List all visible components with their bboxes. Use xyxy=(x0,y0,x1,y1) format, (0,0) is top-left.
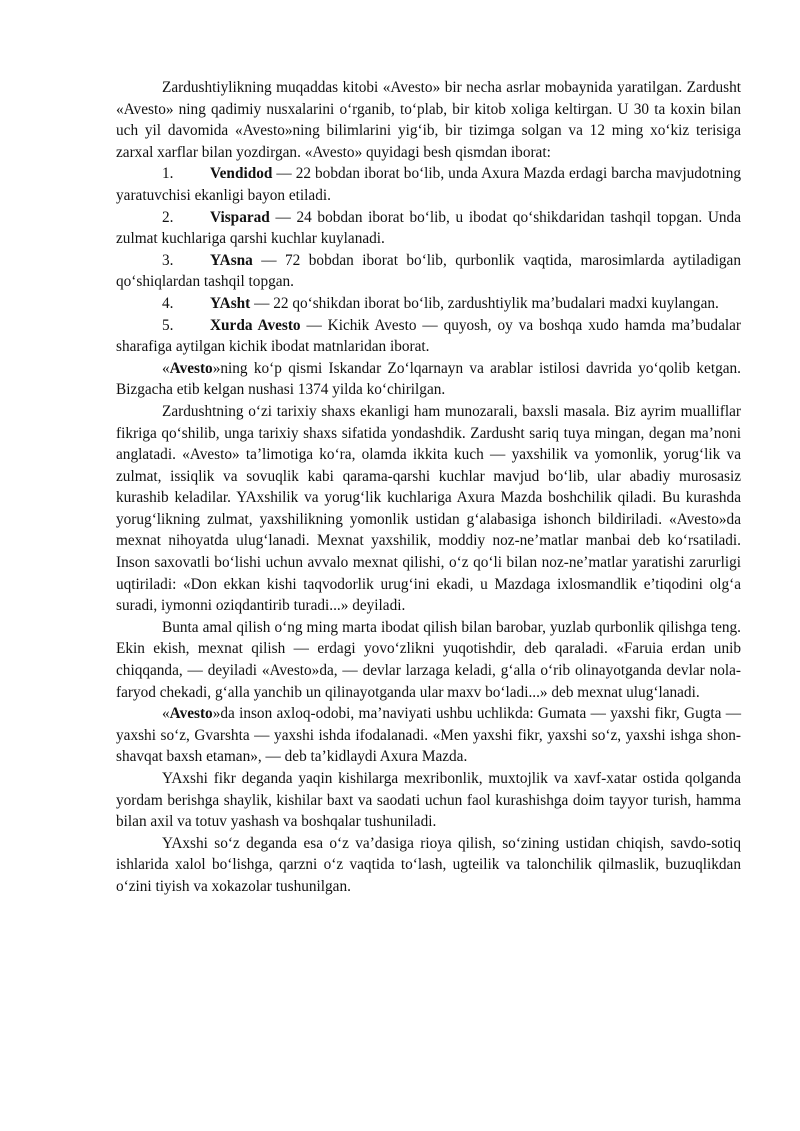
ethics-paragraph xyxy=(116,703,741,768)
list-item-text: — 72 bobdan iborat bo‘lib, qurbonlik vaqtida, marosimlarda aytiladigan qo‘shiqlardan tashqil topgan. xyxy=(116,251,741,291)
avesto-lost-paragraph xyxy=(116,358,741,401)
list-item-text: — Kichik Avesto — quyosh, oy va boshqa xudo hamda ma’budalar sharafiga aytilgan kichik ibodat matnlaridan iborat. xyxy=(116,316,741,356)
open-quote: « xyxy=(162,359,170,377)
good-word-paragraph: YAxshi so‘z deganda esa o‘z va’dasiga rioya qilish, so‘zining ustidan chiqish, savdo-sotiq ishlarida xalol bo‘lishga, qarzni o‘z vaqtida to‘lash, ugteilik va talonchilik qilmaslik, buzuqlikdan o‘zini tiyish va xokazolar tushunilgan. xyxy=(116,834,741,895)
paragraph-text: »da inson axloq-odobi, ma’naviyati ushbu uchlikda: Gumata — yaxshi fikr, Gugta — yaxshi so‘z, Gvarshta — yaxshi ishda ifodalanadi. «Men yaxshi fikr, yaxshi so‘z, yaxshi ishga shon-shavqat baxsh etaman», — deb ta’kidlaydi Axura Mazda. xyxy=(116,705,741,766)
list-number: 4. xyxy=(162,294,174,312)
list-number: 3. xyxy=(162,251,174,269)
list-item-title: YAsht xyxy=(210,294,251,312)
list-item-title: YAsna xyxy=(210,251,253,269)
history-paragraph: Zardushtning o‘zi tarixiy shaxs ekanligi ham munozarali, baxsli masala. Biz ayrim mualliflar fikriga qo‘shilib, unga tarixiy shaxs sifatida yondashdik. Zardusht sariq tuya mingan, degan ma’noni anglatadi. «Avesto» ta’limotiga ko‘ra, olamda ikkita kuch — yaxshilik va yomonlik, yorug‘lik va zulmat, issiqlik va sovuqlik kabi qarama-qarshi kuchlar mavjud bo‘lib, ular abadiy murosasiz kurashib keladilar. YAxshilik va yorug‘lik kuchlariga Axura Mazda boshchilik qiladi. Bu kurashda yorug‘likning zulmat, yaxshilikning yomonlik ustidan g‘alabasiga ishonch bildiriladi. «Avesto»da mexnat nihoyatda ulug‘lanadi. Mexnat yaxshilik, moddiy noz-ne’matlar manbai deb ko‘rsatiladi. Inson saxovatli bo‘lishi uchun avvalo mexnat qilishi, o‘z qo‘li bilan noz-ne’matlar yaratishi zarurligi uqtiriladi: «Don ekkan kishi taqvodorlik urug‘ini ekadi, u Mazdaga ixlosmandlik e’tiqodini olg‘a suradi, iymonni oziqdantirib turadi...» deyiladi. xyxy=(116,402,741,615)
list-item-text: — 24 bobdan iborat bo‘lib, u ibodat qo‘shikdaridan tashqil topgan. Unda zulmat kuchlariga qarshi kuchlar kuylanadi. xyxy=(116,208,741,248)
list-item-text: — 22 qo‘shikdan iborat bo‘lib, zardushtiylik ma’budalari madxi kuylangan. xyxy=(250,294,719,312)
list-item-title: Vendidod xyxy=(210,165,273,183)
open-quote: « xyxy=(162,705,170,723)
bold-term: Avesto xyxy=(169,359,213,377)
good-thought-paragraph: YAxshi fikr deganda yaqin kishilarga mexribonlik, muxtojlik va xavf-xatar ostida qolganda yordam berishga shaylik, kishilar baxt va saodati uchun faol kurashishga doim tayyor turish, hamma bilan axil va totuv yashash va boshqalar tushuniladi. xyxy=(116,770,741,831)
list-item-xurda-avesto xyxy=(116,315,741,358)
list-number: 5. xyxy=(162,316,174,334)
list-item-yasna xyxy=(116,250,741,293)
list-item-title: Xurda Avesto xyxy=(210,316,301,334)
document-page xyxy=(116,77,741,898)
list-number: 1. xyxy=(162,165,174,183)
list-item-yasht xyxy=(116,293,741,315)
list-item-visparad xyxy=(116,207,741,250)
list-item-text: — 22 bobdan iborat bo‘lib, unda Axura Mazda erdagi barcha mavjudotning yaratuvchisi ekanligi bayon etiladi. xyxy=(116,165,741,204)
list-item-vendidod xyxy=(116,163,741,206)
work-paragraph: Bunta amal qilish o‘ng ming marta ibodat qilish bilan barobar, yuzlab qurbonlik qilishga teng. Ekin ekish, mexnat qilish — erdagi yovo‘zlikni yuqotishdir, deb qaraladi. «Faruia erdan unib chiqqanda, — deyiladi «Avesto»da, — devlar larzaga keladi, g‘alla o‘rib olinayotganda devlar nola-faryod chekadi, g‘alla yanchib un qilinayotganda ular maxv bo‘ladi...» deb mexnat ulug‘lanadi. xyxy=(116,618,741,701)
list-number: 2. xyxy=(162,208,174,226)
bold-term: Avesto xyxy=(169,705,213,723)
list-item-title: Visparad xyxy=(210,208,270,226)
paragraph-text: »ning ko‘p qismi Iskandar Zo‘lqarnayn va arablar istilosi davrida yo‘qolib ketgan. Bizgacha etib kelgan nushasi 1374 yilda ko‘chirilgan. xyxy=(116,359,741,399)
intro-paragraph: Zardushtiylikning muqaddas kitobi «Avesto» bir necha asrlar mobaynida yaratilgan. Zardusht «Avesto» ning qadimiy nusxalarini o‘rganib, to‘plab, bir kitob xoliga keltirgan. U 30 ta koxin bilan uch yil davomida «Avesto»ning bilimlarini yig‘ib, bir tizimga solgan va 12 ming xo‘kiz terisiga zarxal xarflar bilan yozdirgan. «Avesto» quyidagi besh qismdan iborat: xyxy=(116,79,741,161)
